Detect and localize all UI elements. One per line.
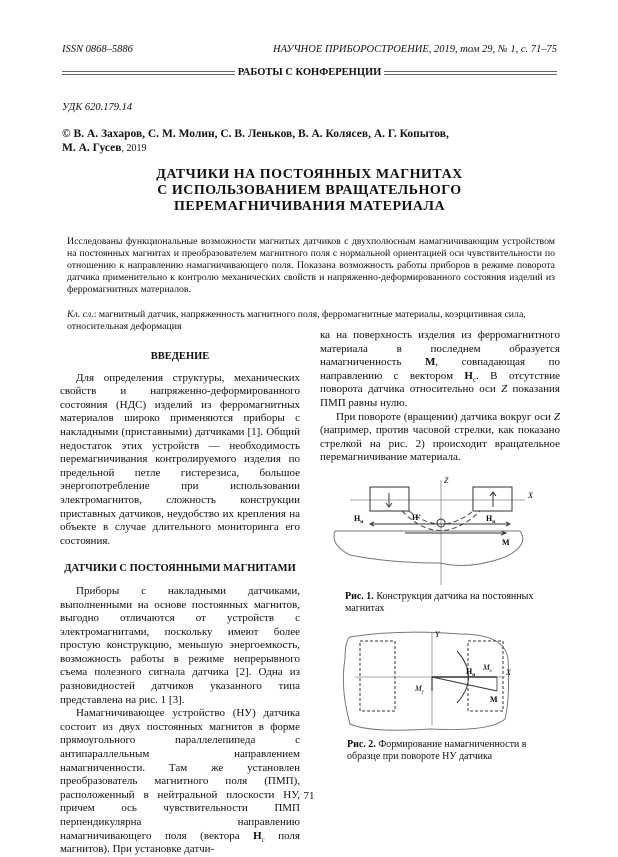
keywords-label: Кл. сл. bbox=[67, 309, 94, 320]
intro-paragraph: Для определения структуры, механических свойств и напряженно-деформированного состояния (НДС) изделий из ферромагнитных материалов широко применяются приборы с накладными (приставными) датчиками [1]. Общий недостаток этих устройств — необходимость перемагничивания контролируемого изделия по предельной петле гистерезиса, большое энергопотребление при использовании электромагнитов, сложность конструкции приставных датчиков, неудобство их крепления на объекте в случае длительного мониторинга его состояния. bbox=[60, 371, 300, 547]
vector-m: M bbox=[425, 356, 436, 369]
label-mx: $M_x$ bbox=[483, 662, 492, 674]
authors bbox=[62, 127, 449, 156]
title-line: С ИСПОЛЬЗОВАНИЕМ ВРАЩАТЕЛЬНОГО bbox=[157, 183, 462, 198]
year: , 2019 bbox=[121, 143, 147, 154]
text: При повороте (вращении) датчика вокруг оси bbox=[336, 410, 554, 423]
keywords-text: : магнитный датчик, напряженность магнитного поля, ферромагнитные материалы, коэрцитивная сила, относительная деформация bbox=[67, 309, 526, 332]
text: Намагничивающее устройство (НУ) датчика состоит из двух постоянных магнитов в форме прямоугольного параллелепипеда с антипараллельным направлением намагниченности. Там же установлен преобразователь магнитного поля (ПМП), расположенный в нейтральной плоскости НУ, причем ось чувствительности ПМП перпендикулярна направлению намагничивающего поля (вектора bbox=[60, 707, 300, 842]
label-y: Y bbox=[435, 629, 440, 639]
title-line: ПЕРЕМАГНИЧИВАНИЯ МАТЕРИАЛА bbox=[173, 199, 446, 214]
figure-2-caption bbox=[347, 739, 547, 763]
text: ка на поверхность изделия из ферромагнитного материала в последнем образуется намагниченность bbox=[320, 329, 560, 369]
vector-h: H bbox=[464, 369, 473, 382]
label-z: Z bbox=[444, 475, 449, 485]
rule-left bbox=[62, 71, 235, 75]
sensors-paragraph-2 bbox=[60, 707, 300, 857]
figure-2 bbox=[340, 629, 515, 735]
journal-citation: НАУЧНОЕ ПРИБОРОСТРОЕНИЕ, 2019, том 29, № 1, с. 71–75 bbox=[273, 44, 557, 55]
axis-z: Z bbox=[501, 383, 508, 396]
abstract: Исследованы функциональные возможности магнитых датчиков с двухполюсным намагничивающим устройством на постоянных магнитах и преобразователем магнитного поля с нормальной ориентацией оси чувствительности по отношению к направлению намагничивающего поля. Показана возможность работы приборов в режиме поворота датчика применительно к контролю механических свойств и напряженно-деформированного состояния изделий из ферромагнитных материалов. bbox=[67, 236, 555, 295]
udk: УДК 620.179.14 bbox=[62, 102, 133, 113]
article-title bbox=[62, 167, 557, 215]
authors-line2: М. А. Гусев bbox=[62, 142, 122, 154]
arrow-up-icon bbox=[490, 492, 496, 507]
issn: ISSN 0868–5886 bbox=[62, 44, 133, 55]
right-paragraph-2 bbox=[320, 411, 560, 465]
axis-z: Z bbox=[553, 410, 560, 423]
label-my: $M_y$ bbox=[415, 683, 424, 695]
subscript: c bbox=[261, 835, 265, 844]
heading-sensors: ДАТЧИКИ С ПОСТОЯННЫМИ МАГНИТАМИ bbox=[64, 563, 296, 575]
figure-1-caption bbox=[345, 591, 545, 615]
left-column bbox=[60, 350, 300, 857]
label-m: M bbox=[502, 537, 510, 547]
section-title: РАБОТЫ С КОНФЕРЕНЦИИ bbox=[237, 67, 382, 78]
caption-text: Формирование намагниченности в образце при повороте НУ датчика bbox=[347, 738, 527, 762]
label-hn: $H_н$ bbox=[466, 666, 476, 678]
text: показания ПМП равны нулю. bbox=[320, 383, 560, 409]
figure-1 bbox=[330, 475, 540, 587]
section-rule bbox=[62, 67, 557, 78]
specimen-outline bbox=[343, 629, 508, 730]
rule-right bbox=[384, 71, 557, 75]
subscript: c bbox=[472, 375, 477, 384]
caption-label: Рис. 2. bbox=[347, 738, 376, 750]
text: . В отсутствие поворота датчика относительно оси bbox=[320, 369, 560, 396]
label-m: M bbox=[490, 694, 498, 704]
sensors-paragraph-1: Приборы с накладными датчиками, выполненными на основе постоянных магнитов, выгодно отличаются от устройств с электромагнитами, поскольку имеют более простую конструкцию, меньшую энергоемкость, возможность работы в режиме непрерывного съема полезного сигнала датчика [2]. Одна из разновидностей датчиков указанного типа представлена на рис. 1 [3]. bbox=[60, 584, 300, 706]
text: (например, против часовой стрелки, как показано стрелкой на рис. 2) происходит вращательное перемагничивание материала. bbox=[320, 424, 560, 464]
caption-label: Рис. 1. bbox=[345, 590, 374, 602]
magnet-left-outline bbox=[360, 641, 395, 711]
label-hn-left: $H_н$ bbox=[354, 513, 364, 525]
title-line: ДАТЧИКИ НА ПОСТОЯННЫХ МАГНИТАХ bbox=[156, 167, 463, 182]
vector-h: H bbox=[253, 829, 262, 842]
label-x: X bbox=[506, 667, 511, 677]
right-column bbox=[320, 329, 560, 763]
text: , совпадающая по направлению с вектором bbox=[320, 356, 560, 382]
text: поля магнитов). При установке датчи- bbox=[60, 829, 300, 856]
label-x: X bbox=[528, 490, 533, 500]
label-hn-right: $H_н$ bbox=[486, 513, 496, 525]
specimen-outline bbox=[334, 531, 523, 565]
caption-text: Конструкция датчика на постоянных магнитах bbox=[345, 590, 534, 614]
copyright-sign: © bbox=[62, 128, 71, 140]
right-paragraph-1 bbox=[320, 329, 560, 411]
page-number: 71 bbox=[303, 790, 315, 802]
heading-intro: ВВЕДЕНИЕ bbox=[150, 351, 210, 362]
label-h: H+ bbox=[412, 512, 422, 522]
authors-line1: В. А. Захаров, С. М. Молин, С. В. Леньков, В. А. Колясев, А. Г. Копытов, bbox=[73, 128, 449, 140]
